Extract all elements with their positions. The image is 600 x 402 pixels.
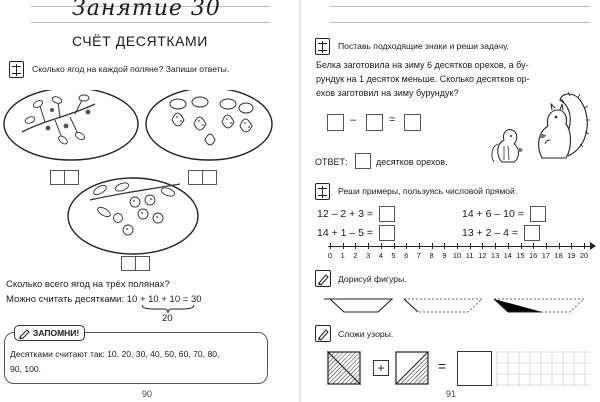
equation-box-2[interactable] <box>366 114 383 131</box>
pencil-icon <box>18 327 30 339</box>
example-3-answer[interactable] <box>379 225 395 241</box>
number-line-label: 13 <box>490 251 500 260</box>
problem-line-1: Белка заготовила на зиму 6 десятков орехов, а бу- <box>316 60 529 70</box>
number-line-label: 8 <box>429 251 434 260</box>
example-1-text: 12 – 2 + 3 = <box>317 207 374 220</box>
remember-label <box>14 325 85 341</box>
number-line-tick <box>482 243 483 249</box>
pattern-operator-box <box>373 360 389 376</box>
answer-box-left-1[interactable] <box>50 170 65 185</box>
shapes-to-complete <box>322 296 592 316</box>
task-plus-icon <box>315 38 330 55</box>
number-line-label: 5 <box>391 251 396 260</box>
number-line-tick <box>444 243 445 249</box>
pencil-task-icon <box>315 270 331 287</box>
total-question: Сколько всего ягод на трёх полянах? <box>6 279 170 290</box>
lesson-title: Занятие 30 <box>72 0 221 21</box>
number-line-tick <box>368 243 369 249</box>
number-line-label: 20 <box>579 251 589 260</box>
pattern-result-box[interactable] <box>457 351 492 386</box>
page-number: 90 <box>142 389 153 399</box>
calc-b: 10 <box>148 294 159 305</box>
pattern-plus: + <box>377 361 385 375</box>
page-number: 91 <box>446 389 457 399</box>
example-1 <box>317 206 395 222</box>
number-line-label: 11 <box>465 251 474 260</box>
number-line-label: 10 <box>452 251 462 260</box>
remember-label-text: ЗАПОМНИ! <box>33 328 80 338</box>
task-plus-icon <box>315 183 330 200</box>
equation-minus: – <box>350 114 357 126</box>
calc-a: 10 <box>126 294 138 305</box>
number-line-tick <box>533 243 534 249</box>
problem-line-3: ехов заготовил на зиму бурундук? <box>316 88 459 98</box>
number-line-label: 12 <box>478 251 487 260</box>
task-text: Сколько ягод на каждой поляне? Запиши ответы. <box>32 64 230 74</box>
example-2-answer[interactable] <box>530 206 546 222</box>
number-line-label: 9 <box>442 251 447 260</box>
number-line-label: 0 <box>327 251 333 260</box>
number-line-label: 15 <box>516 251 525 260</box>
brace-result: 20 <box>162 313 173 324</box>
meadows-illustration <box>0 90 300 270</box>
example-3 <box>317 225 395 241</box>
task-plus-icon <box>9 61 24 78</box>
number-line-tick <box>457 243 458 249</box>
problem-line-2: рундук на 1 десяток меньше. Сколько десятков ор- <box>316 74 530 84</box>
task-title: Поставь подходящие знаки и реши задачу. <box>338 41 509 51</box>
answer-label: ОТВЕТ: <box>315 157 348 167</box>
number-line-label: 19 <box>567 251 576 260</box>
example-3-text: 14 + 1 – 5 = <box>317 226 374 239</box>
grid-area <box>496 351 596 391</box>
example-4-text: 13 + 2 – 4 = <box>462 226 519 239</box>
number-line-arrow <box>590 242 596 250</box>
pattern-2 <box>395 351 435 391</box>
number-line-tick <box>432 243 433 249</box>
guide-line <box>330 22 590 23</box>
equation-box-1[interactable] <box>327 114 344 131</box>
number-line-tick <box>584 243 585 249</box>
number-line-label: 14 <box>503 251 512 260</box>
number-line-label: 18 <box>554 251 563 260</box>
number-line-tick <box>571 243 572 249</box>
number-line-label: 16 <box>529 251 538 260</box>
number-line-tick <box>394 243 395 249</box>
number-line-tick <box>343 243 344 249</box>
number-line-tick <box>330 243 331 249</box>
number-line-label: 6 <box>404 251 409 260</box>
number-line-label: 17 <box>541 251 551 260</box>
example-4 <box>462 225 540 241</box>
pencil-task-icon <box>315 325 331 342</box>
answer-box-bottom-1[interactable] <box>121 256 136 271</box>
number-line-tick <box>419 243 420 249</box>
example-1-answer[interactable] <box>379 206 395 222</box>
calc-rest: + 10 = 30 <box>161 294 202 305</box>
number-line-label: 1 <box>340 251 345 260</box>
number-line <box>300 240 600 264</box>
number-line-tick <box>495 243 496 249</box>
task3-title: Дорисуй фигуры. <box>338 274 407 284</box>
answer-suffix: десятков орехов. <box>376 157 448 167</box>
remember-line-2: 90, 100. <box>10 364 42 374</box>
example-4-answer[interactable] <box>524 225 540 241</box>
calc-plus: + <box>139 294 146 305</box>
number-line-tick <box>406 243 407 249</box>
number-line-label: 3 <box>366 251 371 260</box>
remember-line-1: Десятками считают так: 10, 20, 30, 40, 50, 60, 70, 80, <box>10 349 220 359</box>
answer-box-bottom-2[interactable] <box>135 256 150 271</box>
number-line-label: 2 <box>353 251 358 260</box>
number-line-tick <box>546 243 547 249</box>
guide-line <box>30 22 270 23</box>
right-page <box>300 0 600 402</box>
equation-equals: = <box>389 114 396 126</box>
number-line-tick <box>470 243 471 249</box>
task2-title: Реши примеры, пользуясь числовой прямой. <box>338 186 518 196</box>
answer-box-left-2[interactable] <box>64 170 79 185</box>
guide-line <box>330 6 590 7</box>
equation-box-3[interactable] <box>404 114 421 131</box>
answer-box[interactable] <box>355 153 371 169</box>
section-title: СЧЁТ ДЕСЯТКАМИ <box>72 33 208 49</box>
method-prefix: Можно считать десятками: <box>6 294 125 305</box>
number-line-tick <box>508 243 509 249</box>
answer-box-right-2[interactable] <box>202 170 217 185</box>
number-line-tick <box>559 243 560 249</box>
number-line-label: 4 <box>378 251 383 260</box>
pattern-1 <box>327 351 367 391</box>
example-2-text: 14 + 6 – 10 = <box>462 207 524 220</box>
squirrel-chipmunk-illustration <box>490 86 595 171</box>
number-line-tick <box>355 243 356 249</box>
number-line-label: 7 <box>416 251 421 260</box>
task4-title: Сложи узоры. <box>338 329 394 339</box>
example-2 <box>462 206 546 222</box>
number-line-tick <box>381 243 382 249</box>
pattern-equals: = <box>438 358 447 374</box>
number-line-tick <box>521 243 522 249</box>
answer-box-right-1[interactable] <box>188 170 203 185</box>
